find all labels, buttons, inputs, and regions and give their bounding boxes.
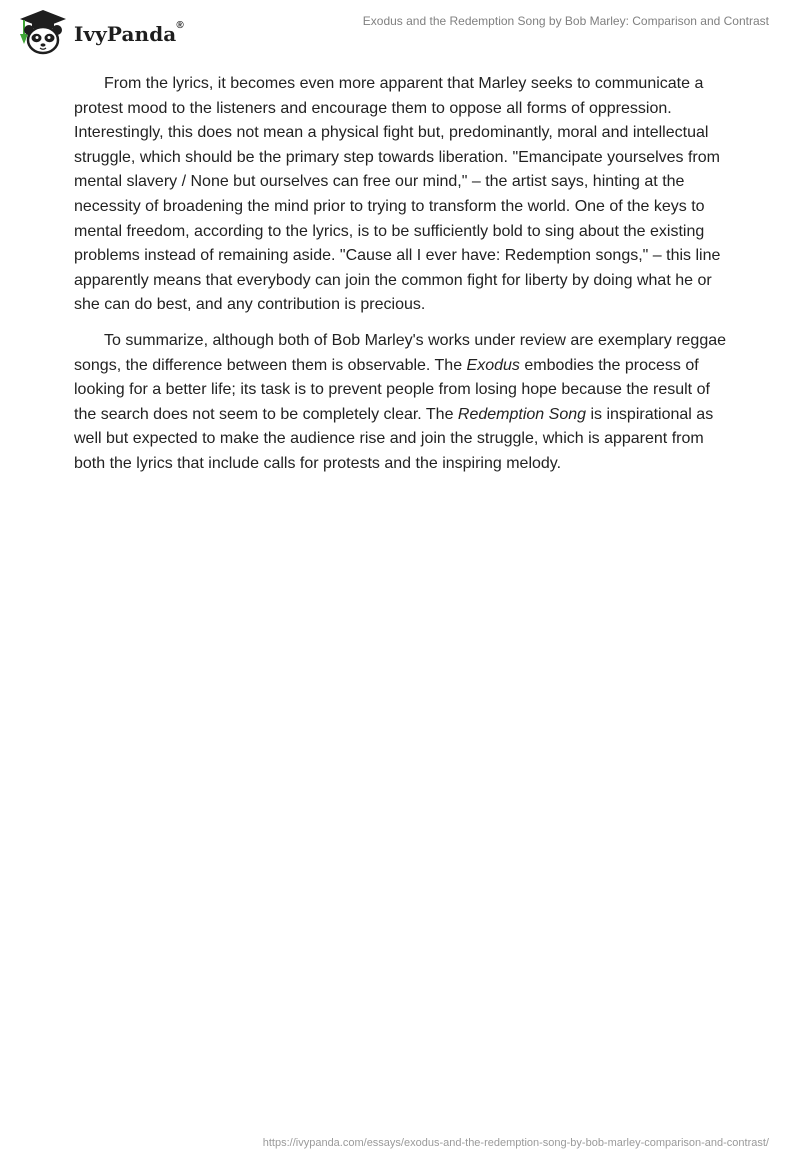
source-url[interactable]: https://ivypanda.com/essays/exodus-and-the-redemption-song-by-bob-marley-comparison-and-contrast/ bbox=[262, 1137, 769, 1149]
panda-graduate-icon bbox=[14, 8, 72, 56]
paragraph-2: To summarize, although both of Bob Marley's works under review are exemplary reggae songs, the difference between them is observable. The Exodus embodies the process of looking for a better life; its task is to prevent people from losing hope because the result of the search does not seem to be completely clear. The Redemption Song is inspirational as well but expected to make the audience rise and join the struggle, which is apparent from both the lyrics that include calls for protests and the inspiring melody. bbox=[74, 331, 727, 472]
title-exodus: Exodus bbox=[466, 356, 520, 374]
page-header bbox=[0, 0, 800, 62]
essay-body bbox=[74, 72, 730, 488]
title-redemption-song: Redemption Song bbox=[457, 405, 587, 423]
document-title: Exodus and the Redemption Song by Bob Marley: Comparison and Contrast bbox=[362, 14, 769, 28]
paragraph-1: From the lyrics, it becomes even more apparent that Marley seeks to communicate a protest mood to the listeners and encourage them to oppose all forms of oppression. Interestingly, this does not mean a physical fight but, predominantly, moral and intellectual struggle, which should be the primary step towards liberation. "Emancipate yourselves from mental slavery / None but ourselves can free our mind," – the artist says, hinting at the necessity of broadening the mind prior to trying to transform the world. One of the keys to mental freedom, according to the lyrics, is to be sufficiently bold to sing about the existing problems instead of remaining aside. "Cause all I ever have: Redemption songs," – this line apparently means that everybody can join the common fight for liberty by doing what he or she can do best, and any contribution is precious. bbox=[74, 75, 721, 314]
ivypanda-logo[interactable] bbox=[14, 8, 184, 56]
brand-name: IvyPanda® bbox=[74, 20, 184, 46]
